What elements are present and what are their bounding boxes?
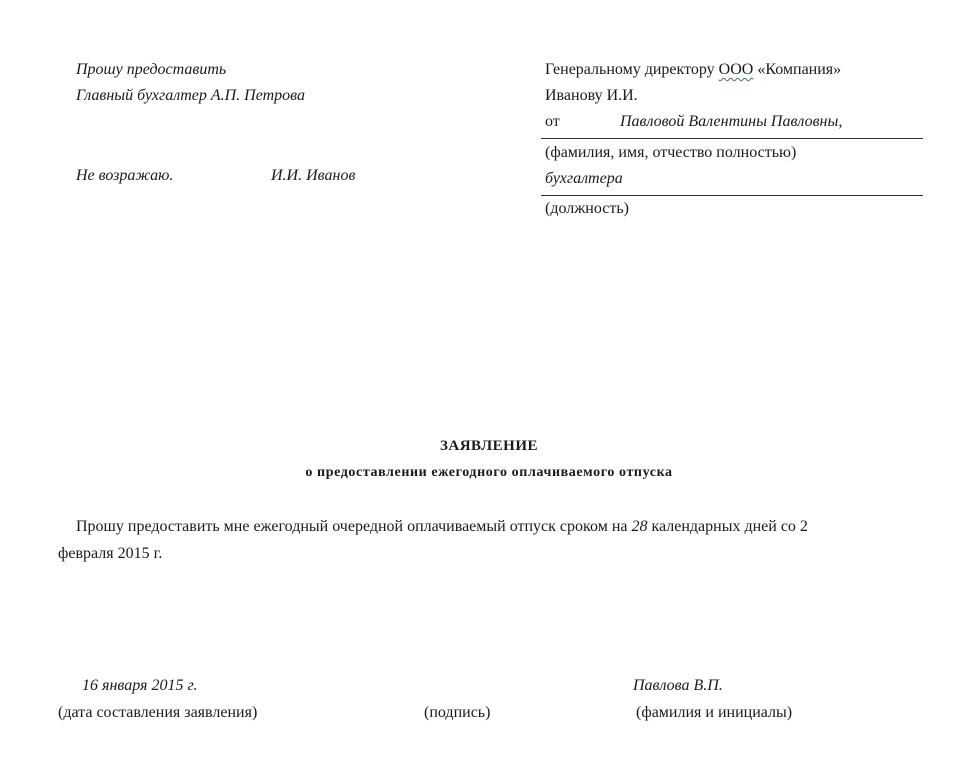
signer-name: Павлова В.П. [633,677,723,694]
body-line-1 [76,517,808,537]
application-date: 16 января 2015 г. [82,677,198,694]
approval-accountant-line: Главный бухгалтер А.П. Петрова [76,87,306,104]
date-caption: (дата составления заявления) [58,704,258,721]
body-line-2: февраля 2015 г. [58,545,163,562]
addressee-prefix: Генеральному директору [545,61,719,78]
director-signature-text: И.И. Иванов [271,167,356,184]
addressee-company: «Компания» [753,61,842,78]
applicant-position: бухгалтера [545,170,623,187]
name-caption: (фамилия, имя, отчество полностью) [545,144,797,161]
name-underline [541,138,923,139]
signature-caption: (подпись) [424,704,491,721]
position-caption: (должность) [545,200,629,217]
initials-caption: (фамилия и инициалы) [636,704,793,721]
no-objection-text: Не возражаю. [76,167,174,184]
addressee-line-1 [545,60,841,80]
applicant-full-name: Павловой Валентины Павловны, [620,113,843,130]
document-subtitle: о предоставлении ежегодного оплачиваемого отпуска [305,465,673,480]
body-text-start: Прошу предоставить мне ежегодный очередной оплачиваемый отпуск сроком на [76,518,632,535]
document-title: ЗАЯВЛЕНИЕ [439,438,539,454]
approval-request-line: Прошу предоставить [76,61,227,78]
addressee-line-2: Иванову И.И. [545,87,638,104]
addressee-ooo: ООО [718,61,754,78]
vacation-days: 28 [631,518,648,535]
from-label: от [545,113,560,130]
body-text-end: календарных дней со 2 [647,518,808,535]
position-underline [541,195,923,196]
